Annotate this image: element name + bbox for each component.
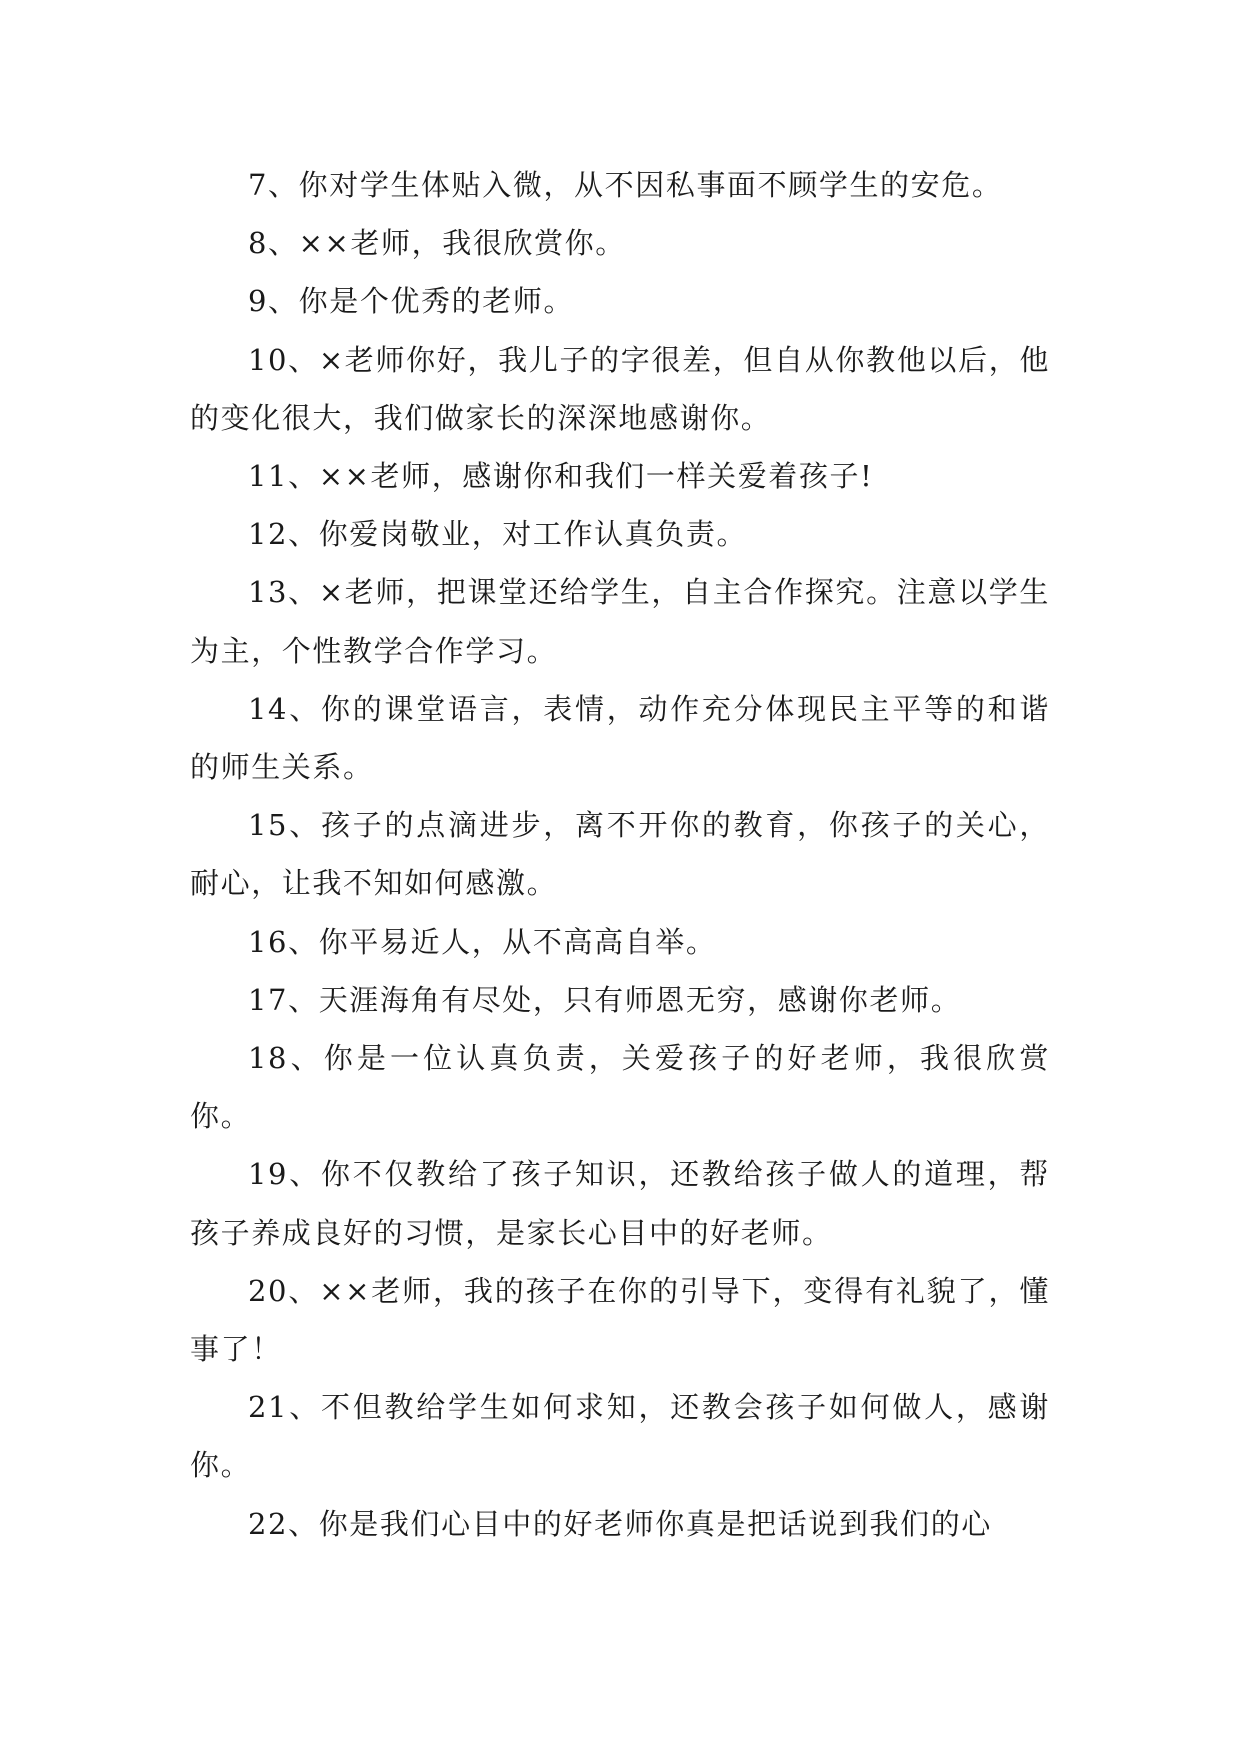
paragraph-8: 8、××老师，我很欣赏你。 xyxy=(248,226,626,261)
paragraph-15: 15、孩子的点滴进步，离不开你的教育，你孩子的关心，耐心，让我不知如何感激。 xyxy=(190,808,1050,901)
paragraph-14: 14、你的课堂语言，表情，动作充分体现民主平等的和谐的师生关系。 xyxy=(190,691,1050,785)
paragraph-17: 17、天涯海角有尽处，只有师恩无穷，感谢你老师。 xyxy=(248,982,962,1017)
paragraph-11: 11、××老师，感谢你和我们一样关爱着孩子! xyxy=(248,459,874,494)
paragraph-22: 22、你是我们心目中的好老师你真是把话说到我们的心 xyxy=(248,1506,992,1541)
document-body xyxy=(190,156,1050,1553)
paragraph-19: 19、你不仅教给了孩子知识，还教给孩子做人的道理，帮孩子养成良好的习惯，是家长心目中的好老师。 xyxy=(190,1157,1050,1250)
paragraph-18: 18、你是一位认真负责，关爱孩子的好老师，我很欣赏你。 xyxy=(190,1041,1050,1134)
paragraph-12: 12、你爱岗敬业，对工作认真负责。 xyxy=(248,517,748,552)
paragraph-21: 21、不但教给学生如何求知，还教会孩子如何做人，感谢你。 xyxy=(190,1390,1050,1483)
paragraph-13: 13、×老师，把课堂还给学生，自主合作探究。注意以学生为主，个性教学合作学习。 xyxy=(190,575,1050,668)
paragraph-10: 10、×老师你好，我儿子的字很差，但自从你教他以后，他的变化很大，我们做家长的深深地感谢你。 xyxy=(190,342,1050,435)
paragraph-16: 16、你平易近人，从不高高自举。 xyxy=(248,924,717,959)
paragraph-9: 9、你是个优秀的老师。 xyxy=(248,284,575,319)
paragraph-7: 7、你对学生体贴入微，从不因私事面不顾学生的安危。 xyxy=(248,168,1003,202)
paragraph-20: 20、××老师，我的孩子在你的引导下，变得有礼貌了，懂事了！ xyxy=(190,1273,1050,1367)
